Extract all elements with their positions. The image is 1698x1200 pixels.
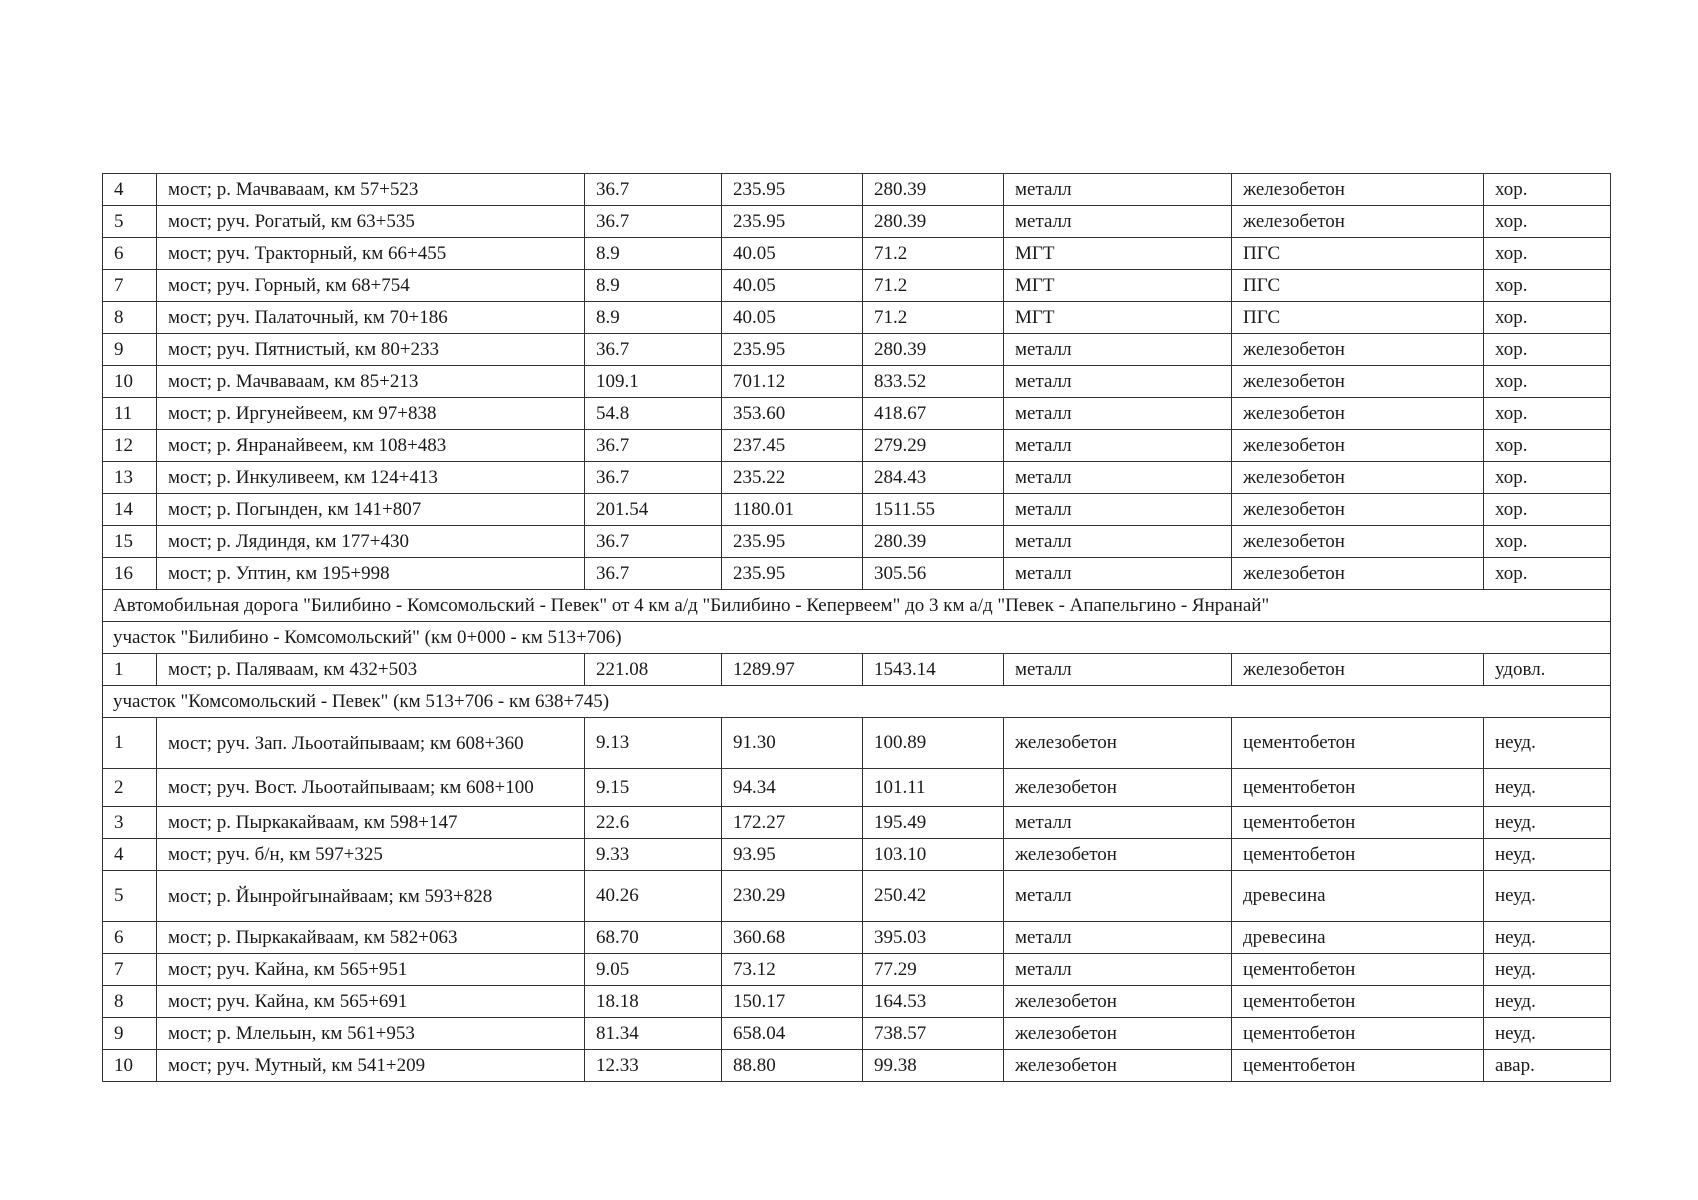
value-cell: 9.33 <box>585 839 722 871</box>
material-cell: МГТ <box>1004 270 1232 302</box>
table-row <box>103 270 1611 302</box>
value-cell: 418.67 <box>863 398 1004 430</box>
value-cell: 280.39 <box>863 334 1004 366</box>
value-cell: 40.05 <box>722 238 863 270</box>
value-cell: 250.42 <box>863 871 1004 922</box>
deck-cell: цементобетон <box>1232 839 1484 871</box>
deck-cell: железобетон <box>1232 398 1484 430</box>
bridge-name: мост; руч. Вост. Льоотайпываам; км 608+100 <box>157 769 585 807</box>
road-title-row <box>103 590 1611 622</box>
condition-cell: хор. <box>1484 526 1611 558</box>
bridge-name: мост; р. Лядиндя, км 177+430 <box>157 526 585 558</box>
deck-cell: цементобетон <box>1232 769 1484 807</box>
row-number: 6 <box>103 922 157 954</box>
value-cell: 36.7 <box>585 174 722 206</box>
condition-cell: неуд. <box>1484 986 1611 1018</box>
material-cell: металл <box>1004 654 1232 686</box>
value-cell: 71.2 <box>863 238 1004 270</box>
condition-cell: неуд. <box>1484 922 1611 954</box>
condition-cell: неуд. <box>1484 718 1611 769</box>
deck-cell: древесина <box>1232 871 1484 922</box>
section-title-row <box>103 686 1611 718</box>
material-cell: железобетон <box>1004 718 1232 769</box>
row-number: 10 <box>103 1050 157 1082</box>
value-cell: 54.8 <box>585 398 722 430</box>
condition-cell: хор. <box>1484 270 1611 302</box>
value-cell: 164.53 <box>863 986 1004 1018</box>
value-cell: 305.56 <box>863 558 1004 590</box>
bridge-name: мост; р. Янранайвеем, км 108+483 <box>157 430 585 462</box>
table-row <box>103 718 1611 769</box>
value-cell: 172.27 <box>722 807 863 839</box>
material-cell: металл <box>1004 954 1232 986</box>
condition-cell: хор. <box>1484 462 1611 494</box>
table-row <box>103 430 1611 462</box>
row-number: 7 <box>103 954 157 986</box>
bridge-name: мост; р. Погынден, км 141+807 <box>157 494 585 526</box>
deck-cell: железобетон <box>1232 206 1484 238</box>
row-number: 4 <box>103 839 157 871</box>
material-cell: металл <box>1004 494 1232 526</box>
material-cell: металл <box>1004 430 1232 462</box>
value-cell: 9.13 <box>585 718 722 769</box>
value-cell: 22.6 <box>585 807 722 839</box>
value-cell: 1180.01 <box>722 494 863 526</box>
condition-cell: неуд. <box>1484 769 1611 807</box>
condition-cell: хор. <box>1484 206 1611 238</box>
bridge-name: мост; р. Мачваваам, км 85+213 <box>157 366 585 398</box>
value-cell: 8.9 <box>585 270 722 302</box>
value-cell: 40.05 <box>722 270 863 302</box>
deck-cell: цементобетон <box>1232 954 1484 986</box>
row-number: 15 <box>103 526 157 558</box>
section-title-row <box>103 622 1611 654</box>
material-cell: металл <box>1004 922 1232 954</box>
value-cell: 81.34 <box>585 1018 722 1050</box>
value-cell: 284.43 <box>863 462 1004 494</box>
row-number: 11 <box>103 398 157 430</box>
value-cell: 833.52 <box>863 366 1004 398</box>
road-title-row-label: Автомобильная дорога "Билибино - Комсомольский - Певек" от 4 км а/д "Билибино - Кепервеем" до 3 км а/д "Певек - Апапельгино - Янранай" <box>103 590 1611 622</box>
bridge-name: мост; руч. Тракторный, км 66+455 <box>157 238 585 270</box>
deck-cell: железобетон <box>1232 430 1484 462</box>
value-cell: 36.7 <box>585 206 722 238</box>
row-number: 2 <box>103 769 157 807</box>
value-cell: 237.45 <box>722 430 863 462</box>
value-cell: 230.29 <box>722 871 863 922</box>
deck-cell: железобетон <box>1232 654 1484 686</box>
deck-cell: железобетон <box>1232 334 1484 366</box>
bridge-name: мост; р. Инкуливеем, км 124+413 <box>157 462 585 494</box>
table-row <box>103 807 1611 839</box>
condition-cell: хор. <box>1484 334 1611 366</box>
material-cell: металл <box>1004 871 1232 922</box>
value-cell: 71.2 <box>863 302 1004 334</box>
bridge-name: мост; р. Млельын, км 561+953 <box>157 1018 585 1050</box>
row-number: 12 <box>103 430 157 462</box>
value-cell: 36.7 <box>585 558 722 590</box>
value-cell: 195.49 <box>863 807 1004 839</box>
bridge-name: мост; р. Уптин, км 195+998 <box>157 558 585 590</box>
value-cell: 9.15 <box>585 769 722 807</box>
material-cell: металл <box>1004 807 1232 839</box>
table-row <box>103 526 1611 558</box>
deck-cell: железобетон <box>1232 174 1484 206</box>
value-cell: 738.57 <box>863 1018 1004 1050</box>
value-cell: 40.26 <box>585 871 722 922</box>
deck-cell: цементобетон <box>1232 986 1484 1018</box>
deck-cell: железобетон <box>1232 366 1484 398</box>
deck-cell: железобетон <box>1232 526 1484 558</box>
deck-cell: железобетон <box>1232 494 1484 526</box>
row-number: 14 <box>103 494 157 526</box>
deck-cell: цементобетон <box>1232 807 1484 839</box>
section-title-row-label: участок "Комсомольский - Певек" (км 513+706 - км 638+745) <box>103 686 1611 718</box>
material-cell: металл <box>1004 558 1232 590</box>
condition-cell: неуд. <box>1484 1018 1611 1050</box>
value-cell: 100.89 <box>863 718 1004 769</box>
condition-cell: хор. <box>1484 558 1611 590</box>
value-cell: 279.29 <box>863 430 1004 462</box>
value-cell: 71.2 <box>863 270 1004 302</box>
table-row <box>103 1050 1611 1082</box>
value-cell: 235.95 <box>722 174 863 206</box>
table-row <box>103 986 1611 1018</box>
value-cell: 93.95 <box>722 839 863 871</box>
value-cell: 658.04 <box>722 1018 863 1050</box>
material-cell: железобетон <box>1004 1018 1232 1050</box>
value-cell: 91.30 <box>722 718 863 769</box>
row-number: 6 <box>103 238 157 270</box>
condition-cell: неуд. <box>1484 871 1611 922</box>
bridge-name: мост; руч. Зап. Льоотайпываам; км 608+360 <box>157 718 585 769</box>
table-row <box>103 334 1611 366</box>
table-row <box>103 174 1611 206</box>
value-cell: 18.18 <box>585 986 722 1018</box>
value-cell: 99.38 <box>863 1050 1004 1082</box>
value-cell: 88.80 <box>722 1050 863 1082</box>
value-cell: 280.39 <box>863 174 1004 206</box>
bridge-name: мост; руч. Кайна, км 565+691 <box>157 986 585 1018</box>
table-row <box>103 769 1611 807</box>
table-row <box>103 462 1611 494</box>
table-row <box>103 654 1611 686</box>
row-number: 3 <box>103 807 157 839</box>
material-cell: металл <box>1004 462 1232 494</box>
bridge-name: мост; р. Йынройгынайваам; км 593+828 <box>157 871 585 922</box>
value-cell: 395.03 <box>863 922 1004 954</box>
row-number: 1 <box>103 718 157 769</box>
material-cell: железобетон <box>1004 986 1232 1018</box>
value-cell: 68.70 <box>585 922 722 954</box>
table-row <box>103 954 1611 986</box>
bridges-table <box>102 173 1611 1082</box>
material-cell: МГТ <box>1004 238 1232 270</box>
condition-cell: хор. <box>1484 302 1611 334</box>
value-cell: 235.22 <box>722 462 863 494</box>
condition-cell: хор. <box>1484 174 1611 206</box>
bridge-name: мост; руч. Рогатый, км 63+535 <box>157 206 585 238</box>
row-number: 10 <box>103 366 157 398</box>
value-cell: 40.05 <box>722 302 863 334</box>
deck-cell: ПГС <box>1232 238 1484 270</box>
bridge-name: мост; р. Пыркакайваам, км 582+063 <box>157 922 585 954</box>
row-number: 9 <box>103 334 157 366</box>
value-cell: 77.29 <box>863 954 1004 986</box>
material-cell: металл <box>1004 366 1232 398</box>
row-number: 5 <box>103 871 157 922</box>
bridge-name: мост; р. Пыркакайваам, км 598+147 <box>157 807 585 839</box>
deck-cell: древесина <box>1232 922 1484 954</box>
value-cell: 94.34 <box>722 769 863 807</box>
table-row <box>103 238 1611 270</box>
table-row <box>103 302 1611 334</box>
condition-cell: удовл. <box>1484 654 1611 686</box>
table-row <box>103 366 1611 398</box>
table-row <box>103 871 1611 922</box>
row-number: 7 <box>103 270 157 302</box>
row-number: 4 <box>103 174 157 206</box>
value-cell: 235.95 <box>722 334 863 366</box>
value-cell: 701.12 <box>722 366 863 398</box>
value-cell: 109.1 <box>585 366 722 398</box>
row-number: 8 <box>103 302 157 334</box>
material-cell: железобетон <box>1004 839 1232 871</box>
deck-cell: ПГС <box>1232 270 1484 302</box>
value-cell: 36.7 <box>585 526 722 558</box>
value-cell: 73.12 <box>722 954 863 986</box>
condition-cell: хор. <box>1484 238 1611 270</box>
condition-cell: хор. <box>1484 398 1611 430</box>
row-number: 1 <box>103 654 157 686</box>
table-row <box>103 398 1611 430</box>
value-cell: 201.54 <box>585 494 722 526</box>
bridge-name: мост; р. Иргунейвеем, км 97+838 <box>157 398 585 430</box>
table-row <box>103 558 1611 590</box>
value-cell: 36.7 <box>585 430 722 462</box>
value-cell: 103.10 <box>863 839 1004 871</box>
row-number: 13 <box>103 462 157 494</box>
deck-cell: цементобетон <box>1232 1050 1484 1082</box>
condition-cell: неуд. <box>1484 839 1611 871</box>
bridge-name: мост; руч. Палаточный, км 70+186 <box>157 302 585 334</box>
condition-cell: хор. <box>1484 430 1611 462</box>
value-cell: 12.33 <box>585 1050 722 1082</box>
bridge-name: мост; руч. Горный, км 68+754 <box>157 270 585 302</box>
table-row <box>103 1018 1611 1050</box>
row-number: 16 <box>103 558 157 590</box>
bridge-name: мост; р. Паляваам, км 432+503 <box>157 654 585 686</box>
section-title-row-label: участок "Билибино - Комсомольский" (км 0+000 - км 513+706) <box>103 622 1611 654</box>
bridge-name: мост; руч. Мутный, км 541+209 <box>157 1050 585 1082</box>
table-row <box>103 206 1611 238</box>
value-cell: 150.17 <box>722 986 863 1018</box>
row-number: 5 <box>103 206 157 238</box>
value-cell: 280.39 <box>863 526 1004 558</box>
value-cell: 235.95 <box>722 558 863 590</box>
condition-cell: неуд. <box>1484 954 1611 986</box>
value-cell: 1543.14 <box>863 654 1004 686</box>
table-row <box>103 839 1611 871</box>
row-number: 8 <box>103 986 157 1018</box>
value-cell: 353.60 <box>722 398 863 430</box>
material-cell: железобетон <box>1004 769 1232 807</box>
value-cell: 8.9 <box>585 238 722 270</box>
bridge-name: мост; руч. б/н, км 597+325 <box>157 839 585 871</box>
value-cell: 221.08 <box>585 654 722 686</box>
material-cell: металл <box>1004 398 1232 430</box>
deck-cell: железобетон <box>1232 558 1484 590</box>
material-cell: металл <box>1004 526 1232 558</box>
condition-cell: хор. <box>1484 366 1611 398</box>
deck-cell: ПГС <box>1232 302 1484 334</box>
value-cell: 9.05 <box>585 954 722 986</box>
value-cell: 235.95 <box>722 526 863 558</box>
material-cell: МГТ <box>1004 302 1232 334</box>
table-row <box>103 494 1611 526</box>
material-cell: металл <box>1004 334 1232 366</box>
value-cell: 1289.97 <box>722 654 863 686</box>
value-cell: 8.9 <box>585 302 722 334</box>
value-cell: 280.39 <box>863 206 1004 238</box>
row-number: 9 <box>103 1018 157 1050</box>
value-cell: 1511.55 <box>863 494 1004 526</box>
deck-cell: цементобетон <box>1232 1018 1484 1050</box>
table-row <box>103 922 1611 954</box>
value-cell: 360.68 <box>722 922 863 954</box>
deck-cell: цементобетон <box>1232 718 1484 769</box>
bridge-name: мост; руч. Пятнистый, км 80+233 <box>157 334 585 366</box>
condition-cell: неуд. <box>1484 807 1611 839</box>
material-cell: железобетон <box>1004 1050 1232 1082</box>
condition-cell: авар. <box>1484 1050 1611 1082</box>
value-cell: 101.11 <box>863 769 1004 807</box>
deck-cell: железобетон <box>1232 462 1484 494</box>
bridge-name: мост; р. Мачваваам, км 57+523 <box>157 174 585 206</box>
value-cell: 36.7 <box>585 462 722 494</box>
value-cell: 235.95 <box>722 206 863 238</box>
bridge-name: мост; руч. Кайна, км 565+951 <box>157 954 585 986</box>
material-cell: металл <box>1004 174 1232 206</box>
condition-cell: хор. <box>1484 494 1611 526</box>
value-cell: 36.7 <box>585 334 722 366</box>
material-cell: металл <box>1004 206 1232 238</box>
